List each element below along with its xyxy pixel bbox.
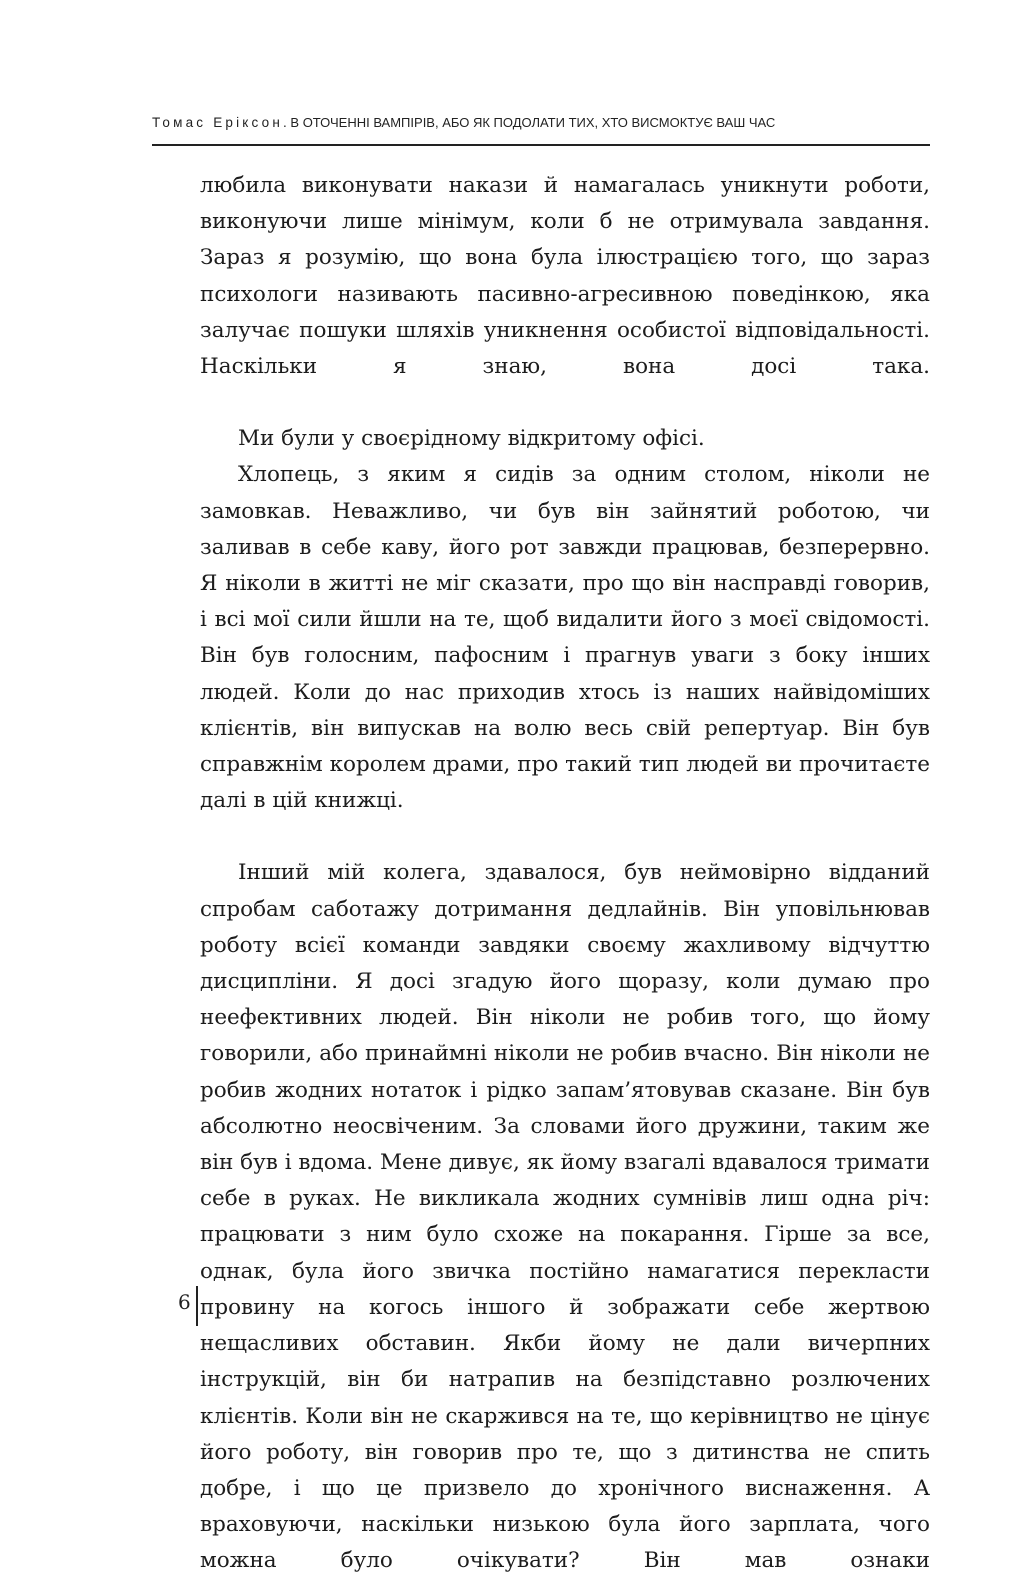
- paragraph-talker-colleague: Хлопець, з яким я сидів за одним столом, ніколи не замовкав. Неважливо, чи був він зайнятий роботою, чи заливав в себе каву, його рот завжди працював, безперервно. Я ніколи в житті не міг сказати, про що він насправді говорив, і всі мої сили йшли на те, щоб видалити його з моєї свідомості. Він був голосним, пафосним і прагнув уваги з боку інших людей. Коли до нас приходив хтось із наших найвідоміших клієнтів, він випускав на волю весь свій репертуар. Він був справжнім королем драми, про такий тип людей ви прочитаєте далі в цій книжці.: [200, 462, 930, 814]
- header-author: Томас Еріксон: [152, 115, 284, 130]
- running-header: [152, 113, 928, 133]
- header-separator: .: [283, 115, 287, 130]
- paragraph-spacer: [200, 819, 930, 855]
- page-body: [200, 168, 930, 1580]
- header-rule: [152, 144, 930, 146]
- page-number-rule: [196, 1286, 198, 1326]
- paragraph-open-office: Ми були у своєрідному відкритому офісі.: [238, 426, 705, 452]
- header-book-title: В ОТОЧЕННІ ВАМПІРІВ, АБО ЯК ПОДОЛАТИ ТИХ, ХТО ВИСМОКТУЄ ВАШ ЧАС: [286, 115, 776, 130]
- page-number: 6: [178, 1290, 191, 1314]
- paragraph-deadline-colleague: Інший мій колега, здавалося, був неймовірно відданий спробам саботажу дотримання дедлайнів. Він уповільнював роботу всієї команди завдяки своєму жахливому відчуттю дисципліни. Я досі згадую його щоразу, коли думаю про неефективних людей. Він ніколи не робив того, що йому говорили, або принаймні ніколи не робив вчасно. Він ніколи не робив жодних нотаток і рідко запам’ятовував сказане. Він був абсолютно неосвіченим. За словами його дружини, таким же він був і вдома. Мене дивує, як йому взагалі вдавалося тримати себе в руках. Не викликала жодних сумнівів лиш одна річ: працювати з ним було схоже на покарання. Гірше за все, однак, була його звичка постійно намагатися перекласти провину на когось іншого й зображати себе жертвою нещасливих обставин. Якби йому не дали вичерпних інструкцій, він би натрапив на безпідставно розлючених клієнтів. Коли він не скаржився на те, що керівництво не цінує його роботу, він говорив про те, що з дитинства не спить добре, і що це призвело до хронічного виснаження. А враховуючи, наскільки низькою була його зарплата, чого можна було очікувати? Він мав ознаки: [200, 860, 930, 1574]
- paragraph-continuation: любила виконувати накази й намагалась уникнути роботи, виконуючи лише мінімум, коли б не отримувала завдання. Зараз я розумію, що вона була ілюстрацією того, що зараз психологи називають пасивно-агресивною поведінкою, яка залучає пошуки шляхів уникнення особистої відповідальності. Наскільки я знаю, вона досі така.: [200, 173, 930, 380]
- paragraph-spacer: [200, 385, 930, 421]
